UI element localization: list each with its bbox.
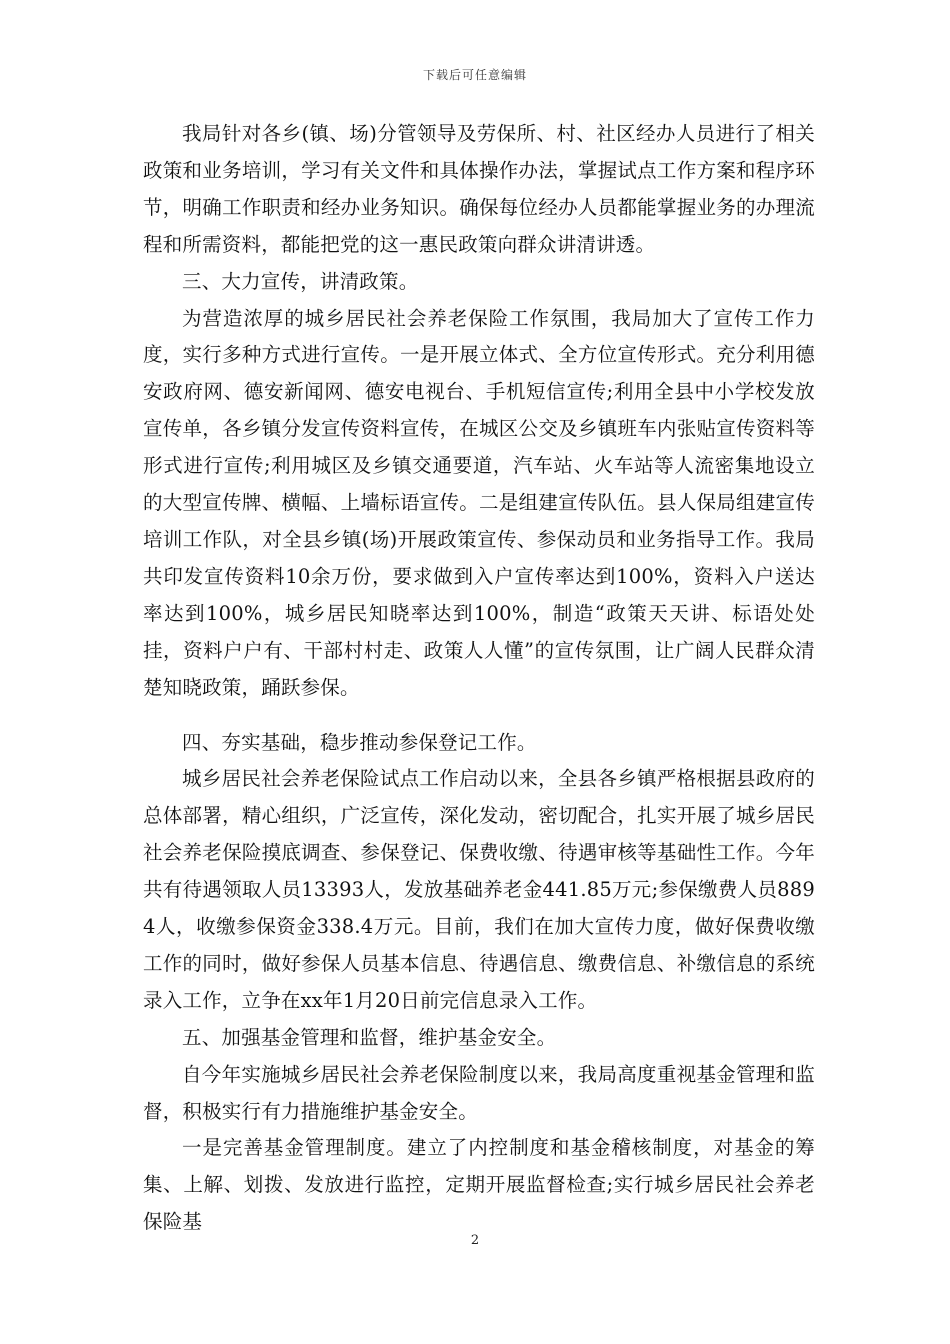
paragraph-publicity: 为营造浓厚的城乡居民社会养老保险工作氛围，我局加大了宣传工作力度，实行多种方式进行宣传。一是开展立体式、全方位宣传形式。充分利用德安政府网、德安新闻网、德安电视台、手机短信宣传;利用全县中小学校发放宣传单，各乡镇分发宣传资料宣传，在城区公交及乡镇班车内张贴宣传资料等形式进行宣传;利用城区及乡镇交通要道，汽车站、火车站等人流密集地设立的大型宣传牌、横幅、上墙标语宣传。二是组建宣传队伍。县人保局组建宣传培训工作队，对全县乡镇(场)开展政策宣传、参保动员和业务指导工作。我局共印发宣传资料10余万份，要求做到入户宣传率达到100%，资料入户送达率达到100%，城乡居民知晓率达到100%，制造“政策天天讲、标语处处挂，资料户户有、干部村村走、政策人人懂”的宣传氛围，让广阔人民群众清楚知晓政策，踊跃参保。: [143, 306, 815, 699]
section-heading-registration: 四、夯实基础，稳步推动参保登记工作。: [182, 730, 537, 754]
paragraph-training: 我局针对各乡(镇、场)分管领导及劳保所、村、社区经办人员进行了相关政策和业务培训，学习有关文件和具体操作办法，掌握试点工作方案和程序环节，明确工作职责和经办业务知识。确保每位经办人员都能掌握业务的办理流程和所需资料，都能把党的这一惠民政策向群众讲清讲透。: [143, 122, 815, 256]
page-number: 2: [470, 1233, 480, 1248]
section-heading-fund-management: 五、加强基金管理和监督，维护基金安全。: [182, 1025, 557, 1049]
paragraph-fund-system: 一是完善基金管理制度。建立了内控制度和基金稽核制度，对基金的筹集、上解、划拨、发放进行监控，定期开展监督检查;实行城乡居民社会养老保险基: [143, 1136, 815, 1234]
section-heading-publicity: 三、大力宣传，讲清政策。: [182, 269, 419, 293]
paragraph-fund-intro: 自今年实施城乡居民社会养老保险制度以来，我局高度重视基金管理和监督，积极实行有力措施维护基金安全。: [143, 1062, 815, 1123]
document-body: [143, 116, 815, 1241]
page-header-note: 下载后可任意编辑: [422, 68, 527, 82]
paragraph-registration: 城乡居民社会养老保险试点工作启动以来，全县各乡镇严格根据县政府的总体部署，精心组织，广泛宣传，深化发动，密切配合，扎实开展了城乡居民社会养老保险摸底调查、参保登记、保费收缴、待遇审核等基础性工作。今年共有待遇领取人员13393人，发放基础养老金441.85万元;参保缴费人员8894人，收缴参保资金338.4万元。目前，我们在加大宣传力度，做好保费收缴工作的同时，做好参保人员基本信息、待遇信息、缴费信息、补缴信息的系统录入工作，立争在xx年1月20日前完信息录入工作。: [143, 767, 815, 1012]
